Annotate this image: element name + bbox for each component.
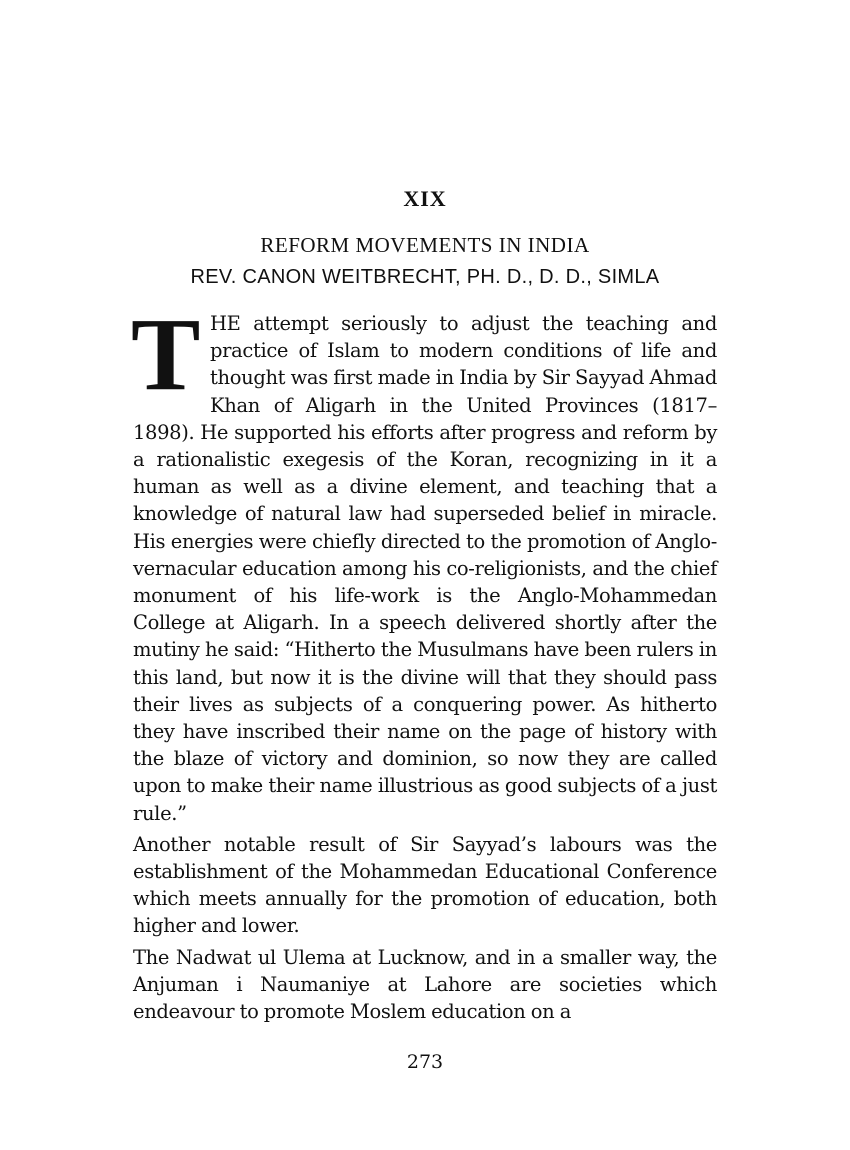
paragraph-3: The Nadwat ul Ulema at Lucknow, and in a smaller way, the Anjuman i Naumaniye at Lahore are societies which endeavour to promote Moslem education on a [133, 945, 717, 1024]
paragraph-1 [131, 297, 717, 827]
body-text [131, 297, 717, 1025]
paragraph-2: Another notable result of Sir Sayyad’s labours was the establishment of the Mohammedan Educational Conference which meets annually for the promotion of education, both higher and lower. [133, 832, 717, 938]
page-number: 273 [406, 1051, 444, 1073]
chapter-number: XIX [403, 186, 447, 211]
chapter-title: REFORM MOVEMENTS IN INDIA [260, 233, 590, 257]
paragraph-1-text: HE attempt seriously to adjust the teaching and practice of Islam to modern conditions of life and thought was first made in India by Sir Sayyad Ahmad Khan of Aligarh in the United Provinces (1817–1898). He supported his efforts after progress and reform by a rationalistic exegesis of the Koran, recognizing in it a human as well as a divine element, and teaching that a knowledge of natural law had superseded belief in miracle. His energies were chiefly directed to the promotion of Anglo-vernacular education among his co-religionists, and the chief monument of his life-work is the Anglo-Mohammedan College at Aligarh. In a speech delivered shortly after the mutiny he said: “Hitherto the Musulmans have been rulers in this land, but now it is the divine will that they should pass their lives as subjects of a conquering power. As hitherto they have inscribed their name on the page of history with the blaze of victory and dominion, so now they are called upon to make their name illustrious as good subjects of a just rule.” [133, 312, 717, 825]
drop-cap: T [131, 297, 201, 412]
chapter-author: REV. CANON WEITBRECHT, PH. D., D. D., SIMLA [190, 266, 660, 288]
